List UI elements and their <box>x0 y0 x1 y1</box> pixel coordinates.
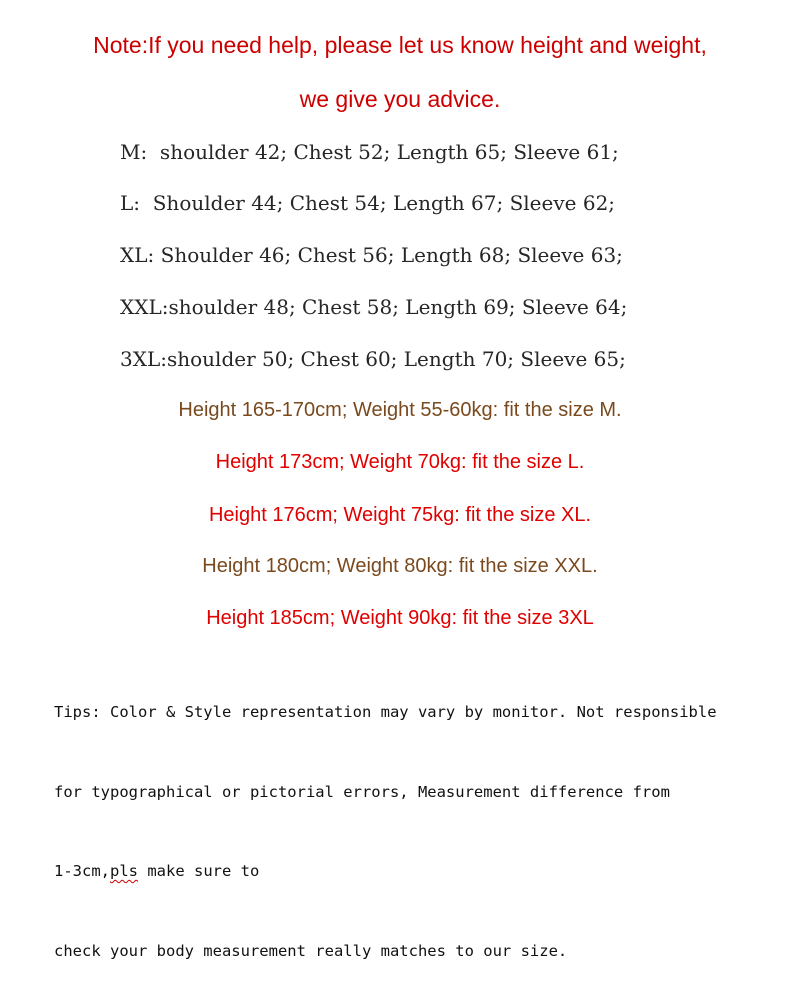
fit-advice-l: Height 173cm; Weight 70kg: fit the size L. <box>215 451 585 473</box>
tips-line-1: Tips: Color & Style representation may vary by monitor. Not responsible <box>54 703 717 721</box>
tips-line-4: check your body measurement really matches to our size. <box>54 941 568 960</box>
tips-line-2: for typographical or pictorial errors, Measurement difference from <box>54 782 670 801</box>
tips-block <box>54 646 754 991</box>
size-row-l: L: Shoulder 44; Chest 54; Length 67; Sleeve 62; <box>120 191 616 215</box>
tips-line-3 <box>54 858 754 885</box>
fit-advice-xxl: Height 180cm; Weight 80kg: fit the size XXL. <box>202 555 598 577</box>
fit-advice-3xl: Height 185cm; Weight 90kg: fit the size 3XL <box>206 607 594 629</box>
size-row-xl: XL: Shoulder 46; Chest 56; Length 68; Sleeve 63; <box>120 243 623 267</box>
fit-advice-m: Height 165-170cm; Weight 55-60kg: fit the size M. <box>178 399 622 421</box>
fit-advice-xl: Height 176cm; Weight 75kg: fit the size XL. <box>208 504 592 526</box>
tips-line-3-end: make sure to <box>138 862 260 880</box>
note-line-2: we give you advice. <box>299 86 501 112</box>
tips-line-3-start: 1-3cm, <box>54 862 110 880</box>
note-line-1: Note:If you need help, please let us know height and weight, <box>93 32 707 58</box>
size-row-3xl: 3XL:shoulder 50; Chest 60; Length 70; Sleeve 65; <box>120 347 626 371</box>
size-row-m: M: shoulder 42; Chest 52; Length 65; Sleeve 61; <box>120 140 619 164</box>
spellcheck-flagged-word: pls <box>110 862 138 880</box>
size-row-xxl: XXL:shoulder 48; Chest 58; Length 69; Sleeve 64; <box>120 295 628 319</box>
